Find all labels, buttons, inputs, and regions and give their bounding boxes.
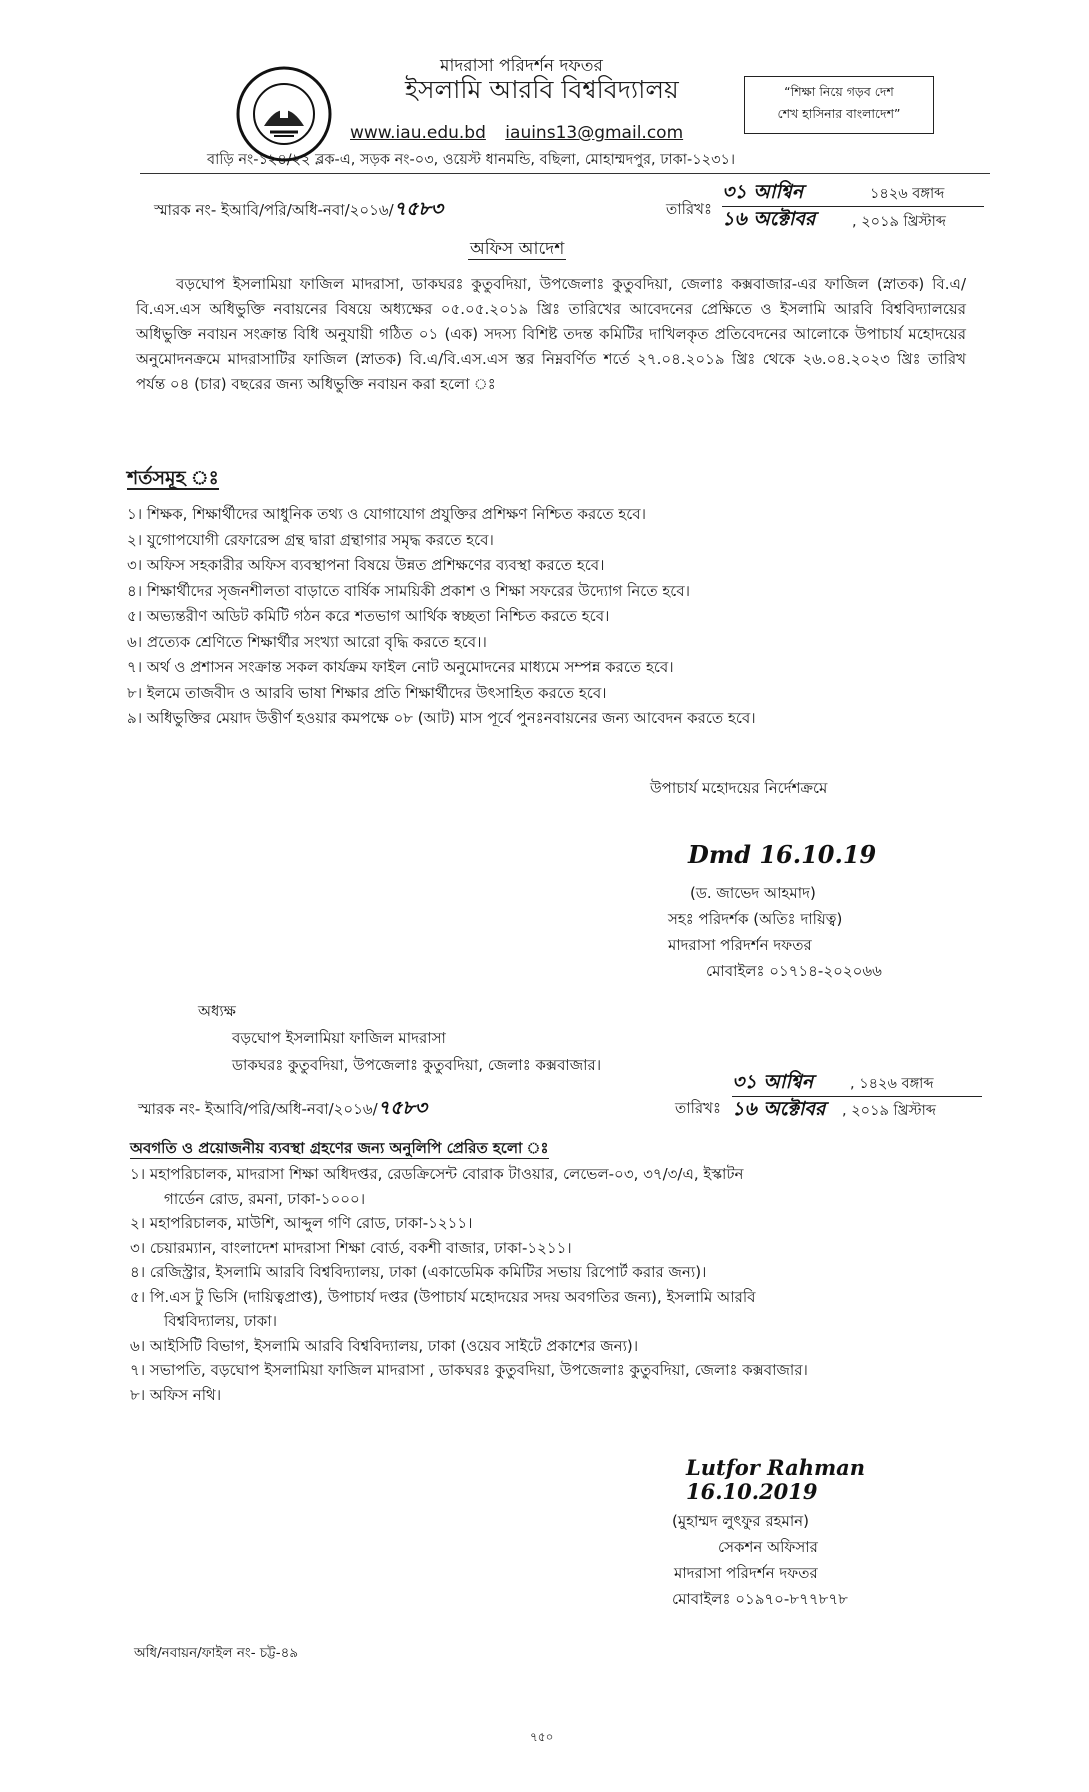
memo-english-date: ১৬ অক্টোবর <box>722 208 816 230</box>
slogan-line-2: শেখ হাসিনার বাংলাদেশ” <box>777 106 901 121</box>
copy-item: ৩। চেয়ারম্যান, বাংলাদেশ মাদরাসা শিক্ষা বোর্ড, বকশী বাজার, ঢাকা-১২১১। <box>130 1238 572 1257</box>
condition-item: ৭। অর্থ ও প্রশাসন সংক্রান্ত সকল কার্যক্রম ফাইল নোট অনুমোদনের মাধ্যমে সম্পন্ন করতে হবে। <box>127 658 674 676</box>
memo-2-reference-number: ৭৫৮৩ <box>377 1097 428 1119</box>
website-link[interactable]: www.iau.edu.bd <box>350 123 486 143</box>
memo-bangla-year: ১৪২৬ বঙ্গাব্দ <box>870 186 945 202</box>
memo-reference-number: ৭৫৮৩ <box>393 198 444 220</box>
condition-item: ৯। অধিভুক্তির মেয়াদ উত্তীর্ণ হওয়ার কমপক্ষে ০৮ (আট) মাস পূর্বে পুনঃনবায়নের জন্য আবেদন করতে হবে। <box>127 709 756 727</box>
memo-bangla-date: ৩১ আশ্বিন <box>722 181 804 203</box>
memo-2-reference-label: স্মারক নং- ইআবি/পরি/অধি-নবা/২০১৬/ <box>138 1100 378 1118</box>
signatory-2-name: (মুহাম্মদ লুৎফুর রহমান) <box>672 1512 809 1530</box>
memo-2-bangla-date: ৩১ আশ্বিন <box>732 1071 814 1093</box>
memo-2-english-date: ১৬ অক্টোবর <box>732 1098 826 1120</box>
condition-item: ২। যুগোপযোগী রেফারেন্স গ্রন্থ দ্বারা গ্রন্থাগার সমৃদ্ধ করতে হবে। <box>127 530 494 549</box>
slogan-box <box>744 76 934 134</box>
copy-to-heading: অবগতি ও প্রয়োজনীয় ব্যবস্থা গ্রহণের জন্য অনুলিপি প্রেরিত হলো ঃ <box>130 1139 549 1157</box>
memo-2-reference <box>138 1098 427 1119</box>
signatory-2-mobile: মোবাইলঃ ০১৯৭০-৮৭৭৮৭৮ <box>672 1590 848 1608</box>
copy-item: ১। মহাপরিচালক, মাদরাসা শিক্ষা অধিদপ্তর, রেডক্রিসেন্ট বোরাক টাওয়ার, লেভেল-০৩, ৩৭/৩/এ, ইস্কাটন <box>130 1165 744 1183</box>
header-divider <box>140 173 990 174</box>
memo-2-bangla-year: , ১৪২৬ বঙ্গাব্দ <box>850 1076 934 1092</box>
condition-item: ৪। শিক্ষার্থীদের সৃজনশীলতা বাড়াতে বার্ষিক সাময়িকী প্রকাশ ও শিক্ষা সফরের উদ্যোগ নিতে হবে। <box>127 581 690 600</box>
memo-date <box>722 182 984 233</box>
condition-item: ৮। ইলমে তাজবীদ ও আরবি ভাষা শিক্ষার প্রতি শিক্ষার্থীদের উৎসাহিত করতে হবে। <box>127 683 607 702</box>
order-body-paragraph: বড়ঘোপ ইসলামিয়া ফাজিল মাদরাসা, ডাকঘরঃ কুতুবদিয়া, উপজেলাঃ কুতুবদিয়া, জেলাঃ কক্সবাজার-এর ফাজিল (স্নাতক) বি.এ/বি.এস.এস অধিভুক্তি নবায়নের বিষয়ে অধ্যক্ষের ০৫.০৫.২০১৯ খ্রিঃ তারিখের আবেদনের প্রেক্ষিতে ও ইসলামি আরবি বিশ্ববিদ্যালয়ের অধিভুক্তি নবায়ন সংক্রান্ত বিধি অনুযায়ী গঠিত ০১ (এক) সদস্য বিশিষ্ট তদন্ত কমিটির দাখিলকৃত প্রতিবেদনের আলোকে উপাচার্য মহোদয়ের অনুমোদনক্রমে মাদরাসাটির ফাজিল (স্নাতক) বি.এ/বি.এস.এস স্তর নিম্নবর্ণিত শর্তে ২৭.০৪.২০১৯ খ্রিঃ থেকে ২৬.০৪.২০২৩ খ্রিঃ তারিখ পর্যন্ত ০৪ (চার) বছরের জন্য অধিভুক্তি নবায়ন করা হলো ঃ <box>136 275 966 393</box>
page-number: ৭৫০ <box>530 1730 554 1744</box>
copy-item: ২। মহাপরিচালক, মাউশি, আব্দুল গণি রোড, ঢাকা-১২১১। <box>130 1214 473 1232</box>
copy-item: ৪। রেজিস্ট্রার, ইসলামি আরবি বিশ্ববিদ্যালয়, ঢাকা (একাডেমিক কমিটির সভায় রিপোর্ট করার জন্য)। <box>130 1263 707 1281</box>
copy-to-list <box>130 1162 980 1407</box>
copy-item: ৮। অফিস নথি। <box>130 1385 222 1404</box>
memo-2-date <box>732 1072 982 1123</box>
office-address: বাড়ি নং-১২৪/২২ ব্লক-এ, সড়ক নং-০৩, ওয়েস্ট ধানমন্ডি, বছিলা, মোহাম্মদপুর, ঢাকা-১২৩১। <box>207 152 736 168</box>
addressee-address: ডাকঘরঃ কুতুবদিয়া, উপজেলাঃ কুতুবদিয়া, জেলাঃ কক্সবাজার। <box>232 1056 602 1074</box>
conditions-heading: শর্তসমূহ ঃ <box>127 467 219 489</box>
condition-item: ৫। অভ্যন্তরীণ অডিট কমিটি গঠন করে শতভাগ আর্থিক স্বচ্ছতা নিশ্চিত করতে হবে। <box>127 607 610 625</box>
signatory-2-office: মাদরাসা পরিদর্শন দফতর <box>674 1564 818 1582</box>
memo-2-date-label: তারিখঃ <box>675 1099 721 1117</box>
file-number: অধি/নবায়ন/ফাইল নং- চট্ট-৪৯ <box>134 1645 299 1661</box>
signatory-2-designation: সেকশন অফিসার <box>718 1538 818 1556</box>
signatory-1-designation: সহঃ পরিদর্শক (অতিঃ দায়িত্ব) <box>668 910 843 928</box>
condition-item: ১। শিক্ষক, শিক্ষার্থীদের আধুনিক তথ্য ও যোগাযোগ প্রযুক্তির প্রশিক্ষণ নিশ্চিত করতে হবে। <box>127 505 646 523</box>
addressee-institution: বড়ঘোপ ইসলামিয়া ফাজিল মাদরাসা <box>232 1029 446 1047</box>
signature-1: Dmd 16.10.19 <box>688 840 877 869</box>
memo-reference <box>154 199 443 220</box>
condition-item: ৩। অফিস সহকারীর অফিস ব্যবস্থাপনা বিষয়ে উন্নত প্রশিক্ষণের ব্যবস্থা করতে হবে। <box>127 556 605 574</box>
slogan-line-1: “শিক্ষা নিয়ে গড়ব দেশ <box>784 84 894 99</box>
signature-2: Lutfor Rahman 16.10.2019 <box>686 1455 866 1504</box>
copy-item-continuation: বিশ্ববিদ্যালয়, ঢাকা। <box>164 1312 278 1330</box>
university-seal-icon <box>234 64 334 164</box>
memo-reference-label: স্মারক নং- ইআবি/পরি/অধি-নবা/২০১৬/ <box>154 201 394 219</box>
copy-item: ৫। পি.এস টু ভিসি (দায়িত্বপ্রাপ্ত), উপাচার্য দপ্তর (উপাচার্য মহোদয়ের সদয় অবগতির জন্য), ইসলামি আরবি <box>130 1287 756 1306</box>
copy-item-continuation: গার্ডেন রোড, রমনা, ঢাকা-১০০০। <box>164 1189 366 1208</box>
conditions-list <box>127 502 977 732</box>
contact-links <box>350 123 697 143</box>
office-name-header: মাদরাসা পরিদর্শন দফতর <box>440 56 603 76</box>
memo-english-year: , ২০১৯ খ্রিস্টাব্দ <box>852 214 946 230</box>
signatory-1-name: (ড. জাভেদ আহমাদ) <box>690 884 816 902</box>
addressee-title: অধ্যক্ষ <box>198 1002 236 1020</box>
email-link[interactable]: iauins13@gmail.com <box>505 123 684 143</box>
signatory-1-mobile: মোবাইলঃ ০১৭১৪-২০২০৬৬ <box>706 962 882 980</box>
memo-2-english-year: , ২০১৯ খ্রিস্টাব্দ <box>842 1103 936 1119</box>
signatory-1-office: মাদরাসা পরিদর্শন দফতর <box>668 936 812 954</box>
condition-item: ৬। প্রত্যেক শ্রেণিতে শিক্ষার্থীর সংখ্যা আরো বৃদ্ধি করতে হবে।। <box>127 632 487 651</box>
university-logo <box>234 64 334 164</box>
addressee-block <box>198 998 601 1079</box>
university-name: ইসলামি আরবি বিশ্ববিদ্যালয় <box>405 75 679 104</box>
signatory-2-block <box>672 1508 848 1612</box>
memo-date-label: তারিখঃ <box>666 200 712 218</box>
copy-item: ৬। আইসিটি বিভাগ, ইসলামি আরবি বিশ্ববিদ্যালয়, ঢাকা (ওয়েব সাইটে প্রকাশের জন্য)। <box>130 1336 639 1355</box>
signatory-1-block <box>668 880 882 984</box>
copy-item: ৭। সভাপতি, বড়ঘোপ ইসলামিয়া ফাজিল মাদরাসা , ডাকঘরঃ কুতুবদিয়া, উপজেলাঃ কুতুবদিয়া, জেলাঃ কক্সবাজার। <box>130 1361 808 1379</box>
document-title: অফিস আদেশ <box>470 239 565 259</box>
by-order-line: উপাচার্য মহোদয়ের নির্দেশক্রমে <box>650 779 828 797</box>
